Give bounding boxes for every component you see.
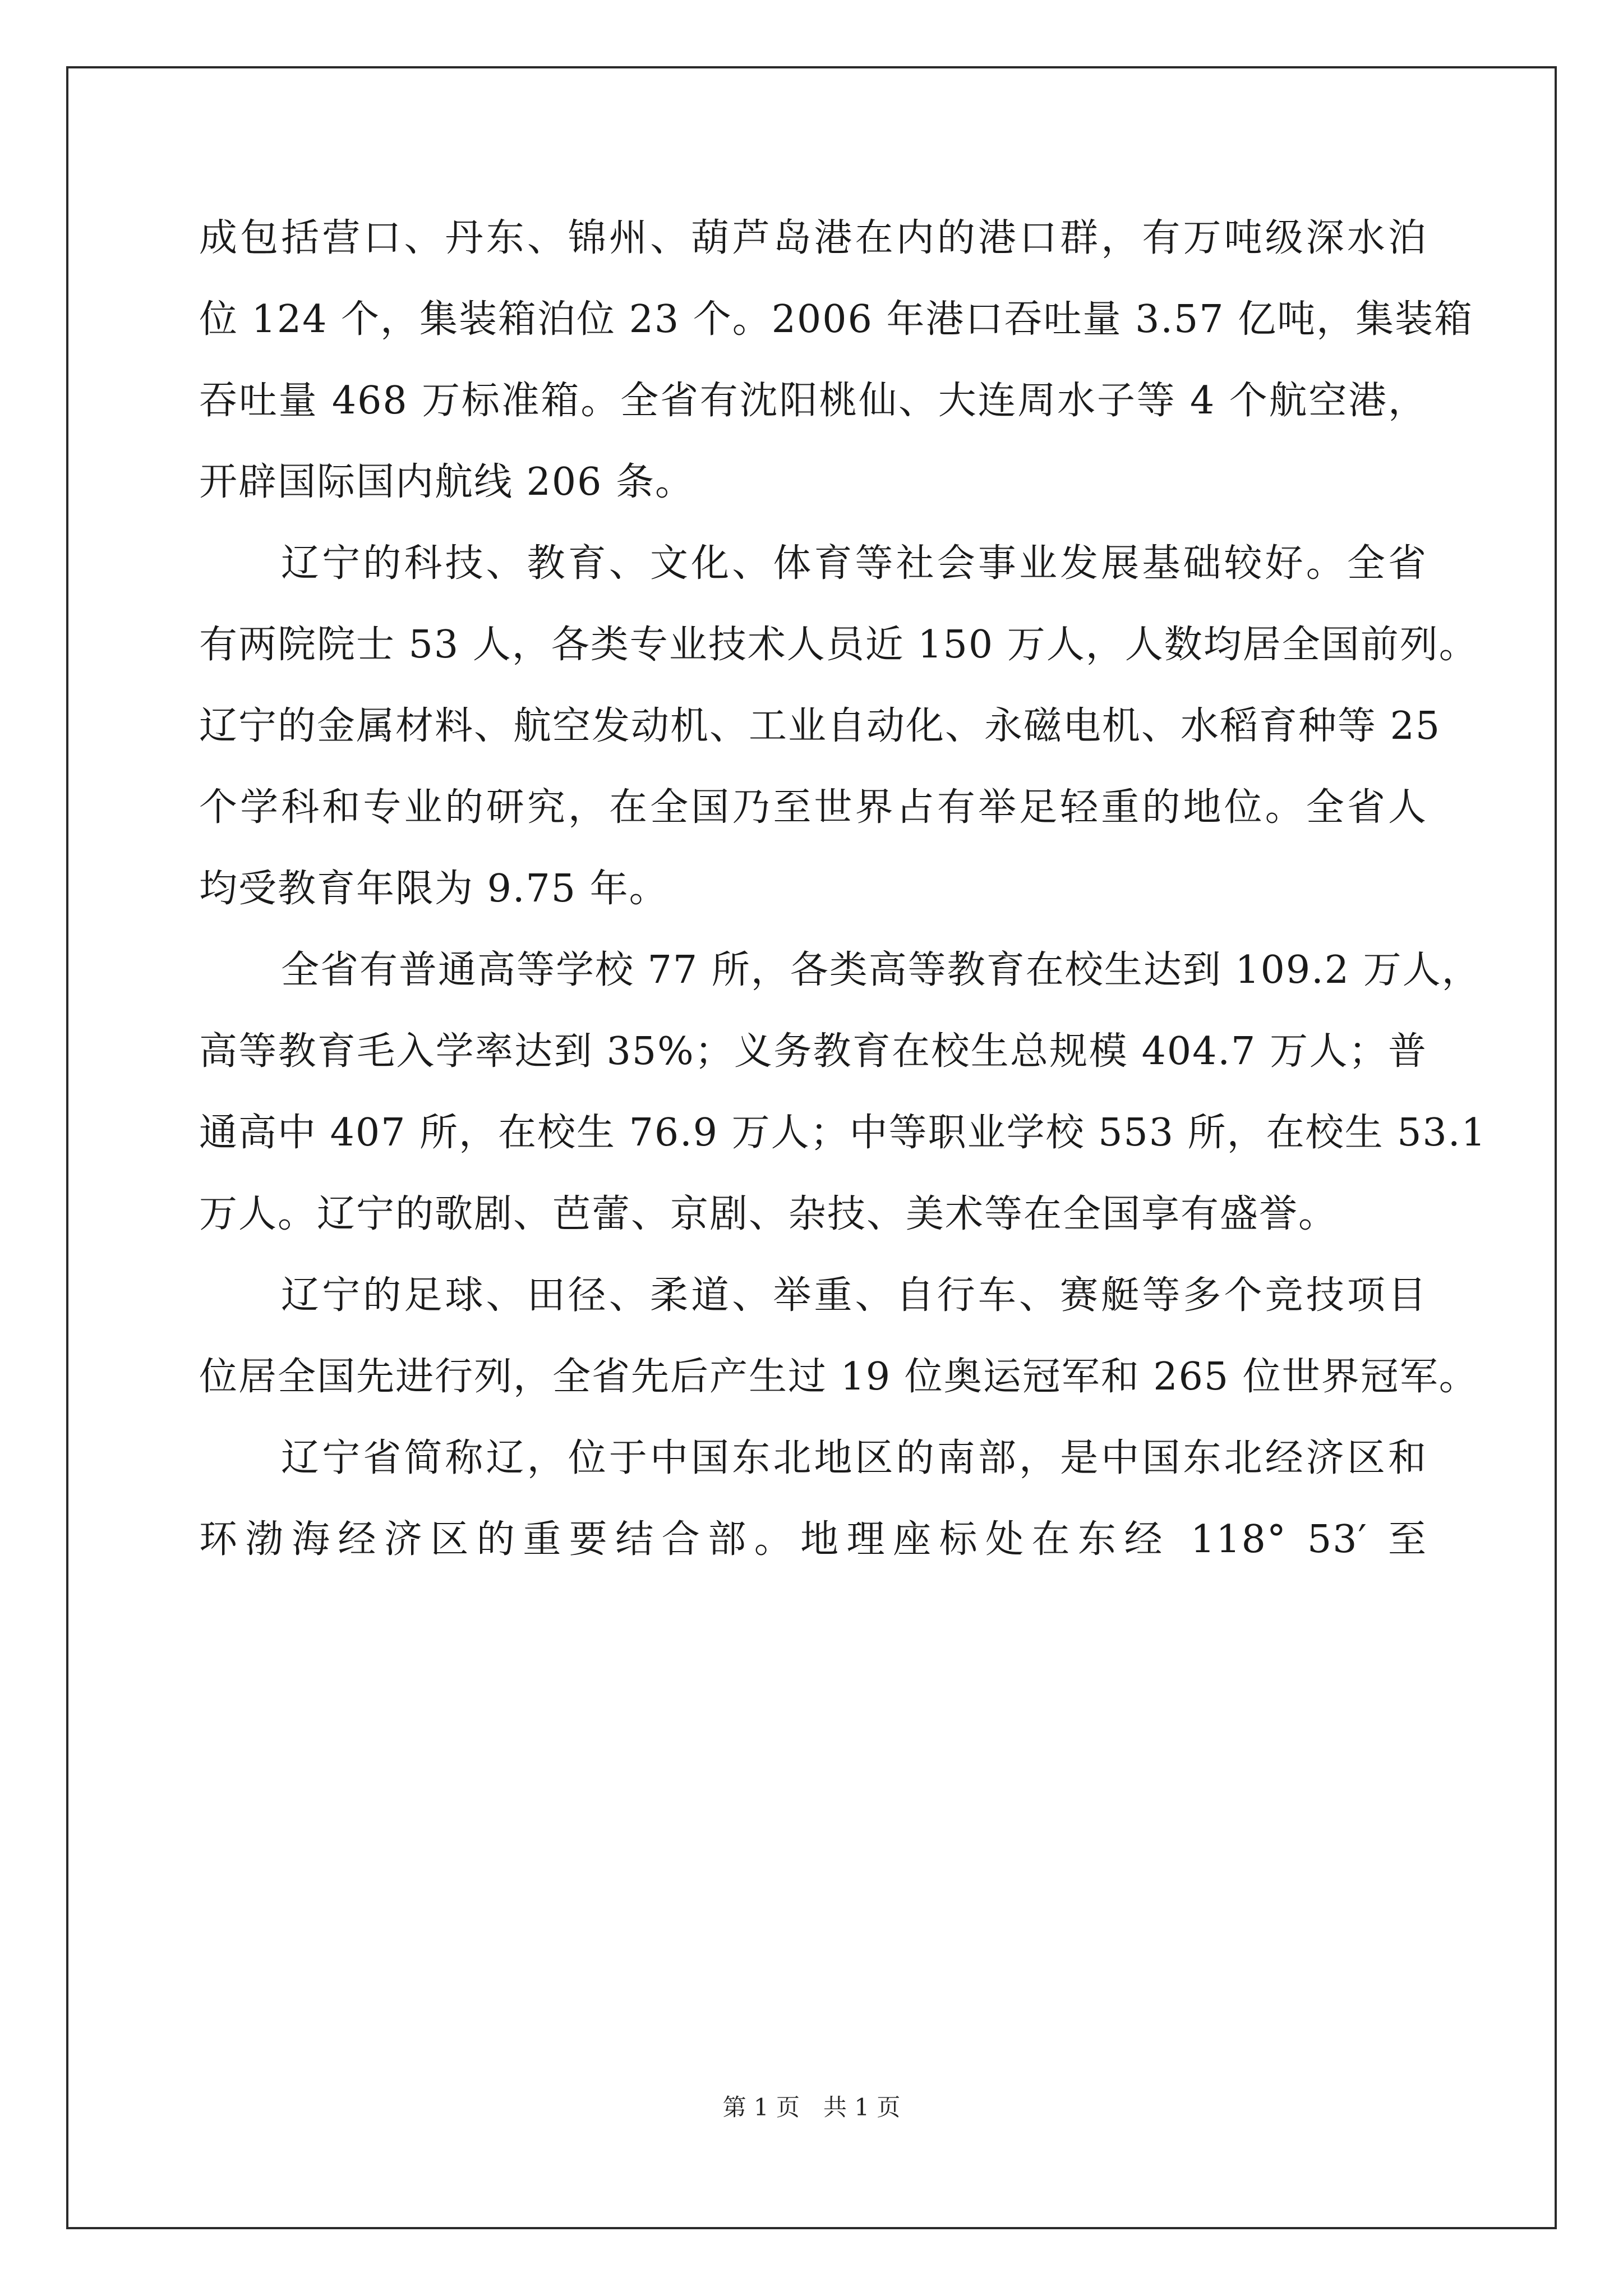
text-line: 通高中 407 所，在校生 76.9 万人；中等职业学校 553 所，在校生 53.1: [199, 1111, 1487, 1155]
text-line: 全省有普通高等学校 77 所，各类高等教育在校生达到 109.2 万人，: [281, 948, 1481, 992]
text-line: 吞吐量 468 万标准箱。全省有沈阳桃仙、大连周水子等 4 个航空港，: [199, 379, 1427, 423]
text-line: 有两院院士 53 人，各类专业技术人员近 150 万人，人数均居全国前列。: [199, 623, 1478, 667]
text-line: 辽宁的科技、教育、文化、体育等社会事业发展基础较好。全省: [281, 541, 1427, 586]
text-line: 均受教育年限为 9.75 年。: [199, 867, 668, 911]
text-line: 环渤海经济区的重要结合部。地理座标处在东经 118° 53′ 至: [199, 1517, 1427, 1562]
text-line: 辽宁的足球、田径、柔道、举重、自行车、赛艇等多个竞技项目: [281, 1273, 1427, 1318]
text-line: 万人。辽宁的歌剧、芭蕾、京剧、杂技、美术等在全国享有盛誉。: [199, 1192, 1338, 1236]
text-line: 开辟国际国内航线 206 条。: [199, 460, 695, 504]
text-line: 高等教育毛入学率达到 35%；义务教育在校生总规模 404.7 万人；普: [199, 1029, 1427, 1074]
text-line: 辽宁的金属材料、航空发动机、工业自动化、永磁电机、水稻育种等 25: [199, 704, 1441, 748]
page-footer: 第 1 页 共 1 页: [722, 2093, 901, 2121]
text-line: 成包括营口、丹东、锦州、葫芦岛港在内的港口群，有万吨级深水泊: [199, 216, 1427, 260]
text-line: 位居全国先进行列，全省先后产生过 19 位奥运冠军和 265 位世界冠军。: [199, 1355, 1478, 1399]
document-body: [199, 208, 1487, 1590]
text-line: 位 124 个，集装箱泊位 23 个。2006 年港口吞吐量 3.57 亿吨，集装箱: [199, 297, 1474, 342]
text-line: 个学科和专业的研究，在全国乃至世界占有举足轻重的地位。全省人: [199, 785, 1427, 830]
text-line: 辽宁省简称辽，位于中国东北地区的南部，是中国东北经济区和: [281, 1436, 1427, 1480]
